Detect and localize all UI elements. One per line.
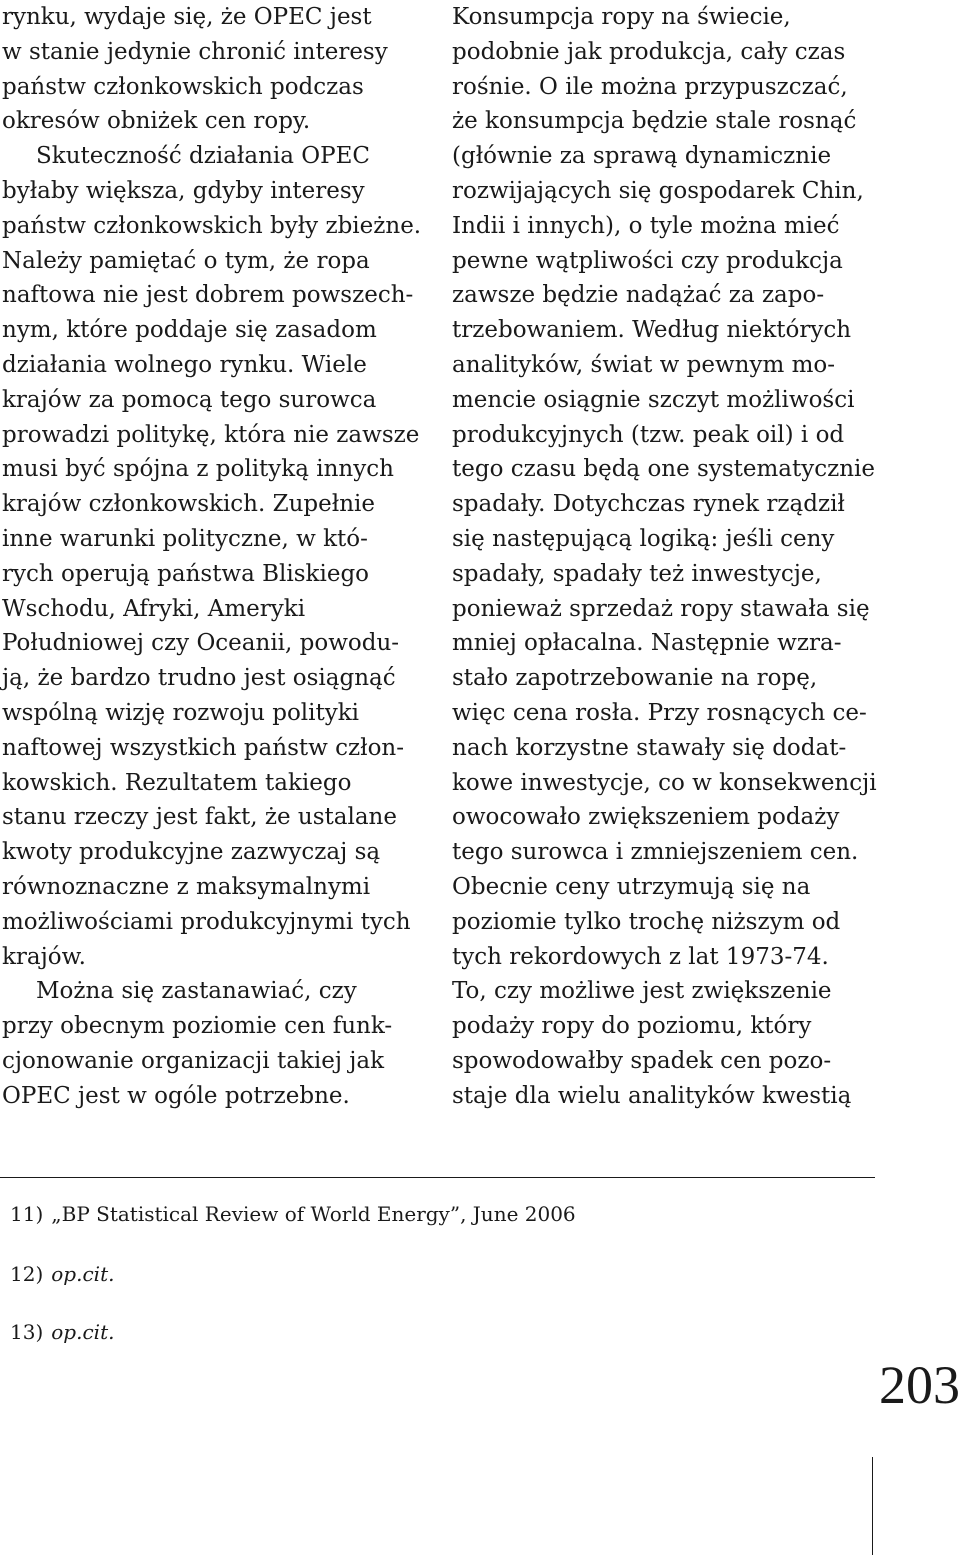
text-line: możliwościami produkcyjnymi tych	[2, 908, 411, 935]
footnote-number: 12)	[10, 1262, 44, 1286]
text-line: podobnie jak produkcja, cały czas	[452, 38, 846, 65]
text-line: równoznaczne z maksymalnymi	[2, 873, 371, 900]
text-line: inne warunki polityczne, w któ-	[2, 525, 368, 552]
text-line: się następującą logiką: jeśli ceny	[452, 525, 835, 552]
text-line: staje dla wielu analityków kwestią	[452, 1082, 852, 1109]
text-line: stało zapotrzebowanie na ropę,	[452, 665, 818, 692]
footnote-divider	[0, 1177, 875, 1178]
text-line: Indii i innych), o tyle można mieć	[452, 212, 840, 239]
text-line: spowodowałby spadek cen pozo-	[452, 1047, 832, 1074]
text-line: byłaby większa, gdyby interesy	[2, 177, 365, 204]
text-line: podaży ropy do poziomu, który	[452, 1013, 812, 1040]
footnote-number: 13)	[10, 1320, 44, 1344]
text-line: produkcyjnych (tzw. peak oil) i od	[452, 421, 845, 448]
footnote-12	[10, 1262, 114, 1286]
text-line: państw członkowskich podczas	[2, 73, 364, 100]
footnote-text: op.cit.	[51, 1262, 115, 1286]
text-line: cjonowanie organizacji takiej jak	[2, 1047, 385, 1074]
footnote-text: op.cit.	[51, 1320, 115, 1344]
text-line: naftowa nie jest dobrem powszech-	[2, 282, 414, 309]
text-line: zawsze będzie nadążać za zapo-	[452, 282, 825, 309]
text-line: spadały, spadały też inwestycje,	[452, 560, 822, 587]
text-line: Obecnie ceny utrzymują się na	[452, 873, 811, 900]
text-line: ją, że bardzo trudno jest osiągnąć	[2, 665, 396, 692]
footnote-text: „BP Statistical Review of World Energy”, June 2006	[51, 1202, 576, 1226]
text-line: pewne wątpliwości czy produkcja	[452, 247, 843, 274]
text-line: trzebowaniem. Według niektórych	[452, 317, 852, 344]
text-line: nym, które poddaje się zasadom	[2, 317, 377, 344]
text-line: Wschodu, Afryki, Ameryki	[2, 595, 306, 622]
text-line: kowe inwestycje, co w konsekwencji	[452, 769, 877, 796]
text-line: To, czy możliwe jest zwiększenie	[452, 978, 832, 1005]
text-line: (głównie za sprawą dynamicznie	[452, 143, 832, 170]
footnote-11	[10, 1202, 576, 1226]
text-line: naftowej wszystkich państw człon-	[2, 734, 404, 761]
footnote-number: 11)	[10, 1202, 44, 1226]
text-line: więc cena rosła. Przy rosnących ce-	[452, 699, 867, 726]
text-line: mniej opłacalna. Następnie wzra-	[452, 630, 842, 657]
text-line: stanu rzeczy jest fakt, że ustalane	[2, 804, 397, 831]
text-line: Należy pamiętać o tym, że ropa	[2, 247, 370, 274]
text-line: krajów.	[2, 943, 86, 970]
text-line: rośnie. O ile można przypuszczać,	[452, 73, 848, 100]
text-line: prowadzi politykę, która nie zawsze	[2, 421, 420, 448]
text-line: mencie osiągnie szczyt możliwości	[452, 386, 855, 413]
text-line: Można się zastanawiać, czy	[36, 978, 357, 1005]
text-line: w stanie jedynie chronić interesy	[2, 38, 388, 65]
text-line: owocowało zwiększeniem podaży	[452, 804, 840, 831]
text-line: że konsumpcja będzie stale rosnąć	[452, 108, 857, 135]
text-line: państw członkowskich były zbieżne.	[2, 212, 422, 239]
text-line: tych rekordowych z lat 1973-74.	[452, 943, 829, 970]
text-line: rych operują państwa Bliskiego	[2, 560, 370, 587]
text-line: ponieważ sprzedaż ropy stawała się	[452, 595, 870, 622]
page-number: 203	[879, 1355, 960, 1415]
text-line: kwoty produkcyjne zazwyczaj są	[2, 839, 381, 866]
text-line: tego czasu będą one systematycznie	[452, 456, 876, 483]
text-line: przy obecnym poziomie cen funk-	[2, 1013, 393, 1040]
text-line: Południowej czy Oceanii, powodu-	[2, 630, 400, 657]
text-line: musi być spójna z polityką innych	[2, 456, 394, 483]
text-line: krajów za pomocą tego surowca	[2, 386, 377, 413]
text-line: Skuteczność działania OPEC	[36, 143, 371, 170]
right-text-column	[452, 0, 882, 1114]
text-line: wspólną wizję rozwoju polityki	[2, 699, 360, 726]
page-number-rule	[872, 1457, 873, 1555]
text-line: rynku, wydaje się, że OPEC jest	[2, 4, 372, 30]
text-line: nach korzystne stawały się dodat-	[452, 734, 847, 761]
text-line: działania wolnego rynku. Wiele	[2, 351, 367, 378]
text-line: spadały. Dotychczas rynek rządził	[452, 491, 845, 518]
footnote-13	[10, 1320, 114, 1344]
text-line: okresów obniżek cen ropy.	[2, 108, 311, 135]
text-line: kowskich. Rezultatem takiego	[2, 769, 352, 796]
text-line: OPEC jest w ogóle potrzebne.	[2, 1082, 350, 1109]
text-line: rozwijających się gospodarek Chin,	[452, 177, 864, 204]
text-line: Konsumpcja ropy na świecie,	[452, 4, 791, 30]
text-line: analityków, świat w pewnym mo-	[452, 351, 836, 378]
text-line: tego surowca i zmniejszeniem cen.	[452, 839, 859, 866]
text-line: krajów członkowskich. Zupełnie	[2, 491, 375, 518]
text-line: poziomie tylko trochę niższym od	[452, 908, 841, 935]
left-text-column	[2, 0, 432, 1114]
